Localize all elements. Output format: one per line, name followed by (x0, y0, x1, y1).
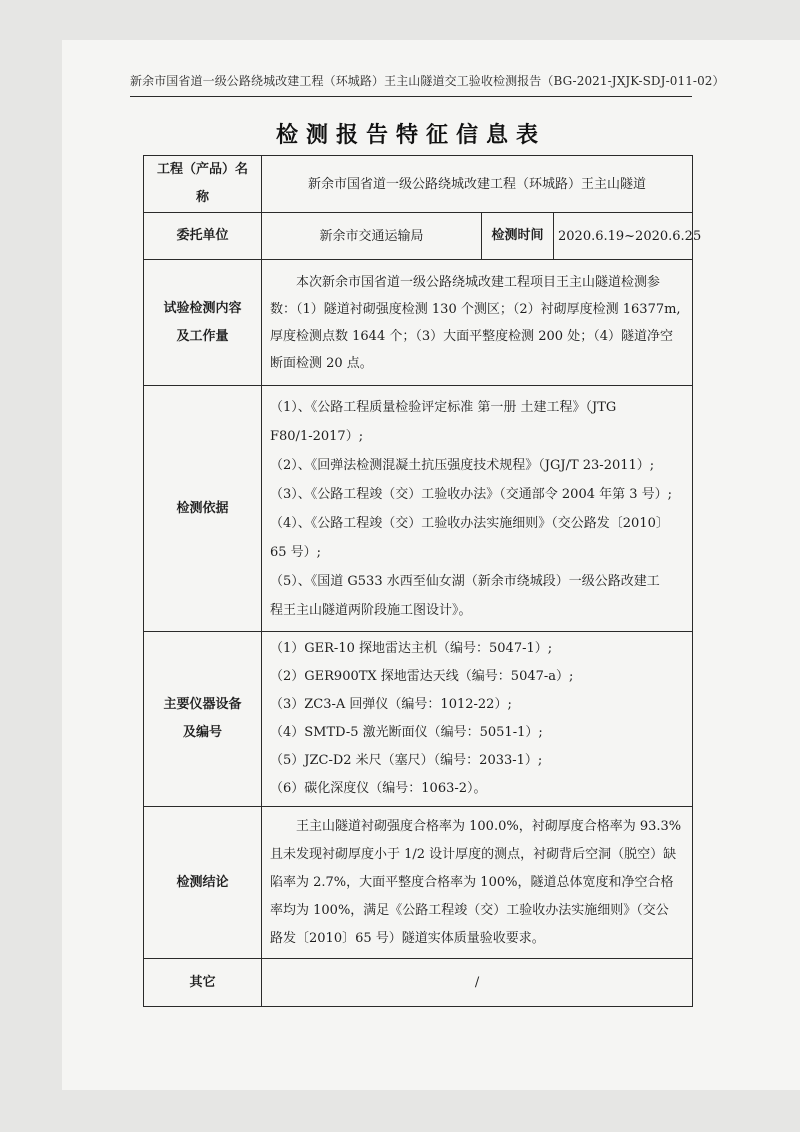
equipment-label (144, 632, 262, 807)
page-title: 检测报告特征信息表 (275, 122, 546, 148)
equipment-label-line-2: 及编号 (182, 725, 222, 740)
equipment-line: （1）GER-10 探地雷达主机（编号：5047-1）; (270, 641, 553, 656)
row-basis (144, 386, 693, 632)
content-line: 数：（1）隧道衬砌强度检测 130 个测区；（2）衬砌厚度检测 16377m, (270, 301, 681, 317)
test-time-label: 检测时间 (482, 213, 554, 260)
content-line: 厚度检测点数 1644 个；（3）大面平整度检测 200 处；（4）隧道净空 (270, 328, 673, 344)
basis-line: （3）、《公路工程竣（交）工验收办法》（交通部令 2004 年第 3 号）; (270, 486, 673, 502)
header-divider (130, 96, 692, 97)
content-label-line-1: 试验检测内容 (163, 300, 242, 316)
equipment-line: （3）ZC3-A 回弹仪（编号：1012-22）; (270, 697, 512, 712)
row-client (144, 213, 693, 260)
test-time-value: 2020.6.19~2020.6.25 (554, 213, 693, 260)
basis-label: 检测依据 (144, 386, 262, 632)
conclusion-line: 率均为 100%，满足《公路工程竣（交）工验收办法实施细则》（交公 (270, 902, 669, 918)
row-equipment (144, 632, 693, 807)
conclusion-line: 王主山隧道衬砌强度合格率为 100.0%，衬砌厚度合格率为 93.3% (296, 818, 682, 834)
conclusion-value (262, 807, 693, 959)
row-conclusion (144, 807, 693, 959)
conclusion-line: 且未发现衬砌厚度小于 1/2 设计厚度的测点，衬砌背后空洞（脱空）缺 (270, 846, 677, 862)
equipment-line: （2）GER900TX 探地雷达天线（编号：5047-a）; (270, 669, 574, 684)
basis-line: 65 号）; (270, 544, 322, 560)
content-line: 断面检测 20 点。 (270, 355, 373, 371)
project-value: 新余市国省道一级公路绕城改建工程（环城路）王主山隧道 (262, 156, 693, 213)
client-value: 新余市交通运输局 (262, 213, 482, 260)
basis-line: （1）、《公路工程质量检验评定标准 第一册 土建工程》（JTG (270, 399, 617, 415)
basis-line: （4）、《公路工程竣（交）工验收办法实施细则》（交公路发〔2010〕 (270, 515, 669, 531)
equipment-label-line-1: 主要仪器设备 (163, 697, 242, 712)
equipment-line: （6）碳化深度仪（编号：1063-2）。 (270, 781, 487, 796)
basis-line: （5）、《国道 G533 水西至仙女湖（新余市绕城段）一级公路改建工 (270, 573, 660, 589)
content-value (262, 260, 693, 386)
conclusion-line: 陷率为 2.7%，大面平整度合格率为 100%，隧道总体宽度和净空合格 (270, 874, 674, 890)
content-line: 本次新余市国省道一级公路绕城改建工程项目王主山隧道检测参 (296, 274, 661, 290)
client-label: 委托单位 (144, 213, 262, 260)
equipment-line: （4）SMTD-5 激光断面仪（编号：5051-1）; (270, 725, 543, 740)
content-label (144, 260, 262, 386)
conclusion-line: 路发〔2010〕65 号）隧道实体质量验收要求。 (270, 930, 545, 946)
equipment-line: （5）JZC-D2 米尺（塞尺）（编号：2033-1）; (270, 753, 543, 768)
equipment-value (262, 632, 693, 807)
basis-line: F80/1-2017）; (270, 428, 364, 444)
row-other (144, 959, 693, 1007)
basis-value (262, 386, 693, 632)
other-label: 其它 (144, 959, 262, 1007)
basis-line: （2）、《回弹法检测混凝土抗压强度技术规程》（JGJ/T 23-2011）; (270, 457, 655, 473)
content-label-line-2: 及工作量 (176, 328, 229, 344)
row-content (144, 260, 693, 386)
other-value: / (262, 959, 693, 1007)
project-label: 工程（产品）名称 (144, 156, 262, 213)
running-header: 新余市国省道一级公路绕城改建工程（环城路）王主山隧道交工验收检测报告（BG-2021-JXJK-SDJ-011-02） (130, 74, 725, 88)
conclusion-label: 检测结论 (144, 807, 262, 959)
row-project (144, 156, 693, 213)
feature-info-table (143, 155, 702, 1007)
basis-line: 程王主山隧道两阶段施工图设计》。 (270, 602, 472, 618)
